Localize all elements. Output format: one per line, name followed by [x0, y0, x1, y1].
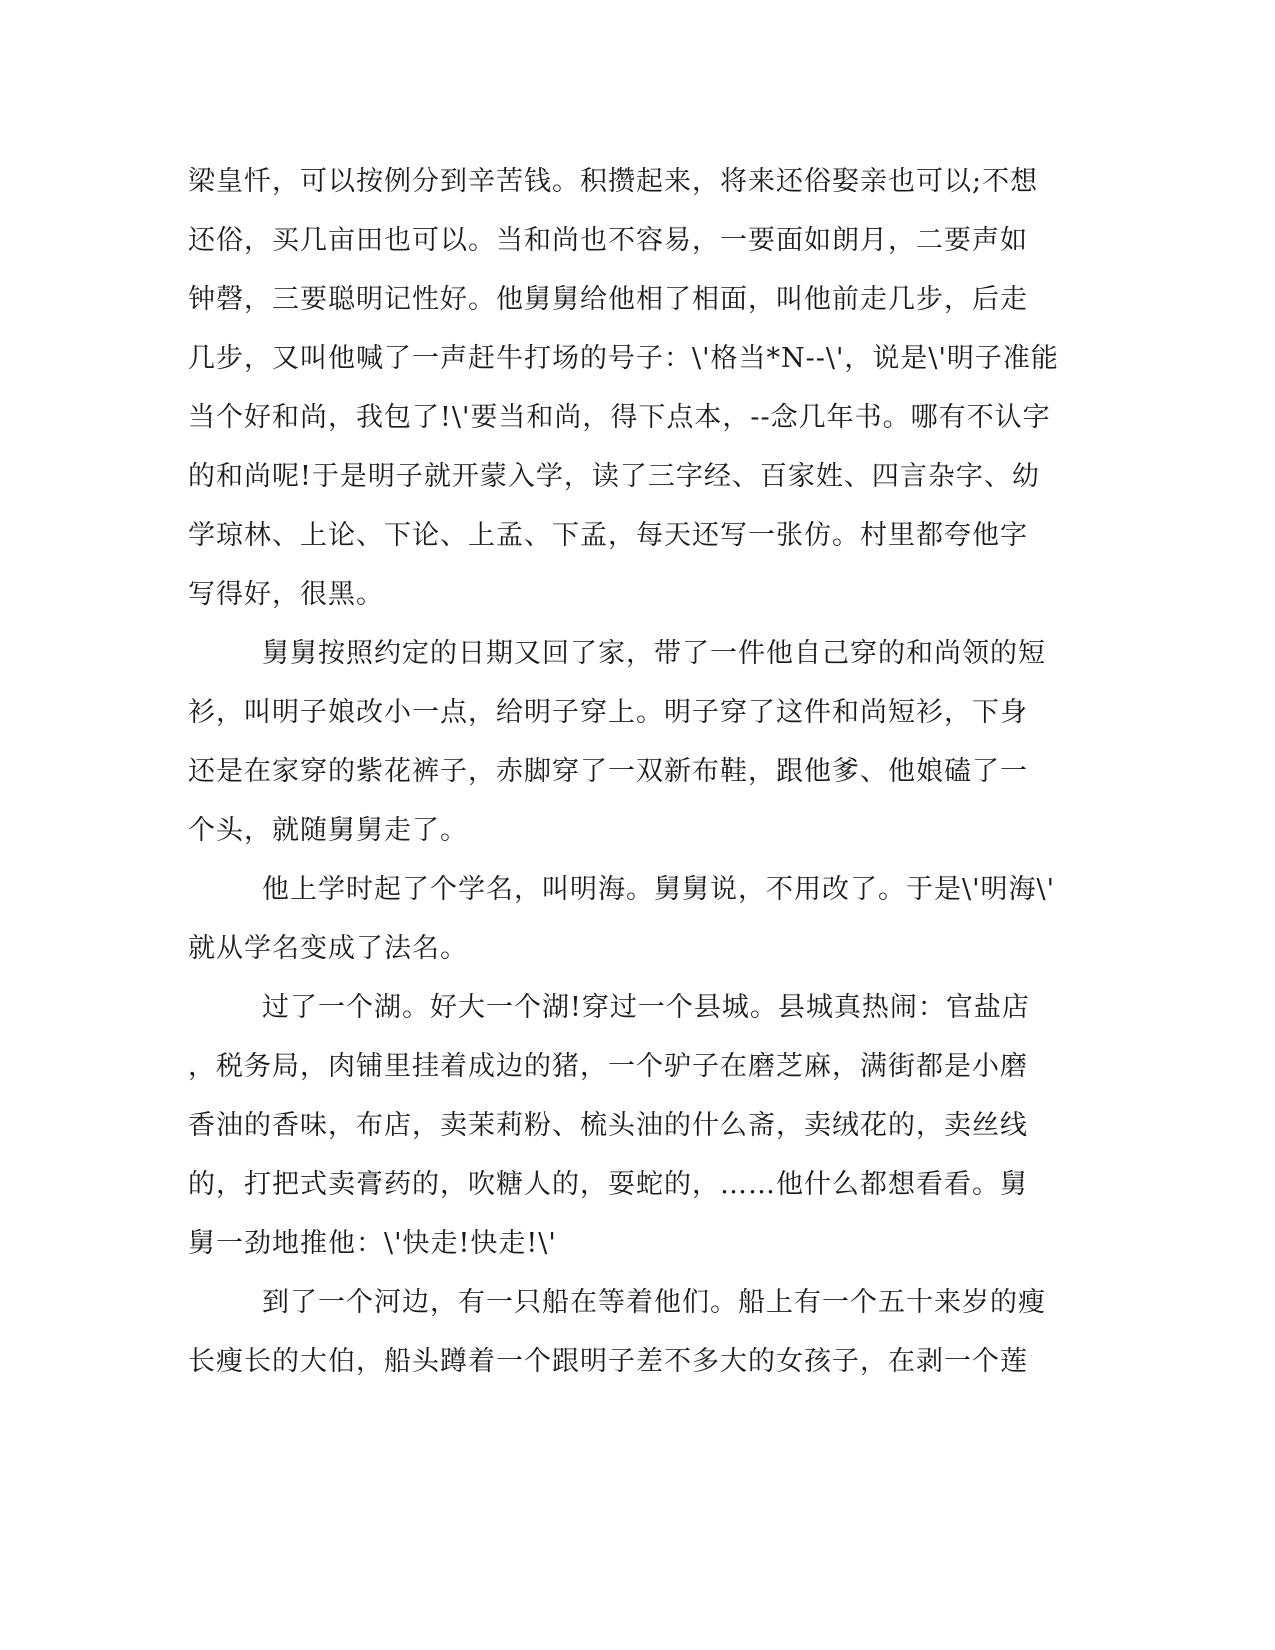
text-line: ，税务局，肉铺里挂着成边的猪，一个驴子在磨芝麻，满街都是小磨 — [188, 1051, 1028, 1082]
text-line: 当个好和尚，我包了!\'要当和尚，得下点本，--念几年书。哪有不认字 — [188, 402, 1051, 433]
text-line: 钟磬，三要聪明记性好。他舅舅给他相了相面，叫他前走几步，后走 — [188, 284, 1028, 315]
text-line: 还是在家穿的紫花裤子，赤脚穿了一双新布鞋，跟他爹、他娘磕了一 — [188, 756, 1028, 787]
text-line: 写得好，很黑。 — [188, 579, 384, 610]
text-line: 香油的香味，布店，卖茉莉粉、梳头油的什么斋，卖绒花的，卖丝线 — [188, 1110, 1028, 1141]
text-line: 还俗，买几亩田也可以。当和尚也不容易，一要面如朗月，二要声如 — [188, 225, 1028, 256]
text-line: 梁皇忏，可以按例分到辛苦钱。积攒起来，将来还俗娶亲也可以;不想 — [188, 166, 1039, 197]
text-line: 个头，就随舅舅走了。 — [188, 815, 468, 846]
text-line: 学琼林、上论、下论、上孟、下孟，每天还写一张仿。村里都夸他字 — [188, 520, 1028, 551]
paragraph-first-line: 过了一个湖。好大一个湖!穿过一个县城。县城真热闹：官盐店 — [262, 992, 1030, 1023]
paragraph-first-line: 舅舅按照约定的日期又回了家，带了一件他自己穿的和尚领的短 — [262, 638, 1046, 669]
paragraph-first-line: 他上学时起了个学名，叫明海。舅舅说，不用改了。于是\'明海\' — [262, 874, 1056, 905]
text-line: 的，打把式卖膏药的，吹糖人的，耍蛇的，……他什么都想看看。舅 — [188, 1169, 1028, 1200]
text-line: 衫，叫明子娘改小一点，给明子穿上。明子穿了这件和尚短衫，下身 — [188, 697, 1028, 728]
text-line: 就从学名变成了法名。 — [188, 933, 468, 964]
text-line: 的和尚呢!于是明子就开蒙入学，读了三字经、百家姓、四言杂字、幼 — [188, 461, 1040, 492]
text-line: 舅一劲地推他：\'快走!快走!\' — [188, 1228, 557, 1259]
text-line: 长瘦长的大伯，船头蹲着一个跟明子差不多大的女孩子，在剥一个莲 — [188, 1346, 1028, 1377]
text-line: 几步，又叫他喊了一声赶牛打场的号子：\'格当*N--\'，说是\'明子准能 — [188, 343, 1059, 374]
paragraph-first-line: 到了一个河边，有一只船在等着他们。船上有一个五十来岁的瘦 — [262, 1287, 1046, 1318]
